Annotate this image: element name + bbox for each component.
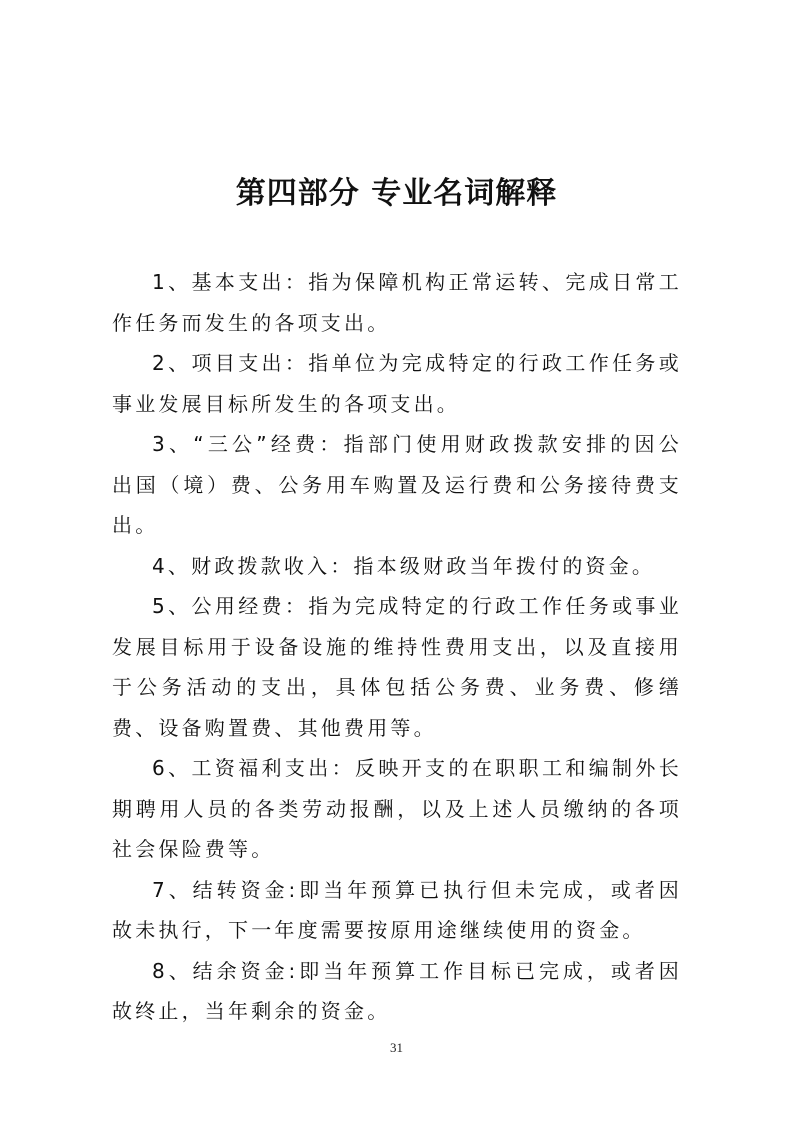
definition-paragraph-2 xyxy=(112,343,682,424)
definition-term: 1、基本支出： xyxy=(152,270,309,294)
page-title: 第四部分 专业名词解释 xyxy=(235,176,558,211)
definition-paragraph-8 xyxy=(112,951,682,1032)
definition-text: 指为完成特定的行政工作任务或事业发展目标用于设备设施的维持性费用支出，以及直接用于公务活动的支出，具体包括公务费、业务费、修缮费、设备购置费、其他费用等。 xyxy=(112,594,683,740)
definition-term: 8、结余资金: xyxy=(152,958,299,983)
page-number: 31 xyxy=(390,1040,403,1055)
definition-text: 指为保障机构正常运转、完成日常工作任务而发生的各项支出。 xyxy=(112,270,683,335)
definitions-list xyxy=(112,262,682,1032)
definition-paragraph-5 xyxy=(112,586,682,748)
definition-paragraph-6 xyxy=(112,748,682,870)
definition-paragraph-1 xyxy=(112,262,682,343)
definition-paragraph-4 xyxy=(112,546,682,587)
definition-term: 4、财政拨款收入： xyxy=(152,553,354,578)
definition-text: 指本级财政当年拨付的资金。 xyxy=(353,553,656,578)
definition-text: 即当年预算已执行但未完成，或者因故未执行，下一年度需要按原用途继续使用的资金。 xyxy=(112,877,682,942)
definition-term: 3、“三公”经费： xyxy=(152,432,344,456)
definition-text: 反映开支的在职职工和编制外长期聘用人员的各类劳动报酬，以及上述人员缴纳的各项社会保险费等。 xyxy=(112,756,682,861)
definition-text: 指单位为完成特定的行政工作任务或事业发展目标所发生的各项支出。 xyxy=(112,351,683,416)
definition-text: 即当年预算工作目标已完成，或者因故终止，当年剩余的资金。 xyxy=(112,958,682,1023)
definition-term: 5、公用经费： xyxy=(152,594,309,618)
definition-paragraph-3 xyxy=(112,424,682,546)
definition-text: 指部门使用财政拨款安排的因公出国（境）费、公务用车购置及运行费和公务接待费支出。 xyxy=(112,432,682,537)
definition-term: 6、工资福利支出： xyxy=(152,756,356,780)
definition-term: 7、结转资金: xyxy=(152,877,299,902)
definition-paragraph-7 xyxy=(112,870,682,951)
definition-term: 2、项目支出： xyxy=(152,351,309,375)
